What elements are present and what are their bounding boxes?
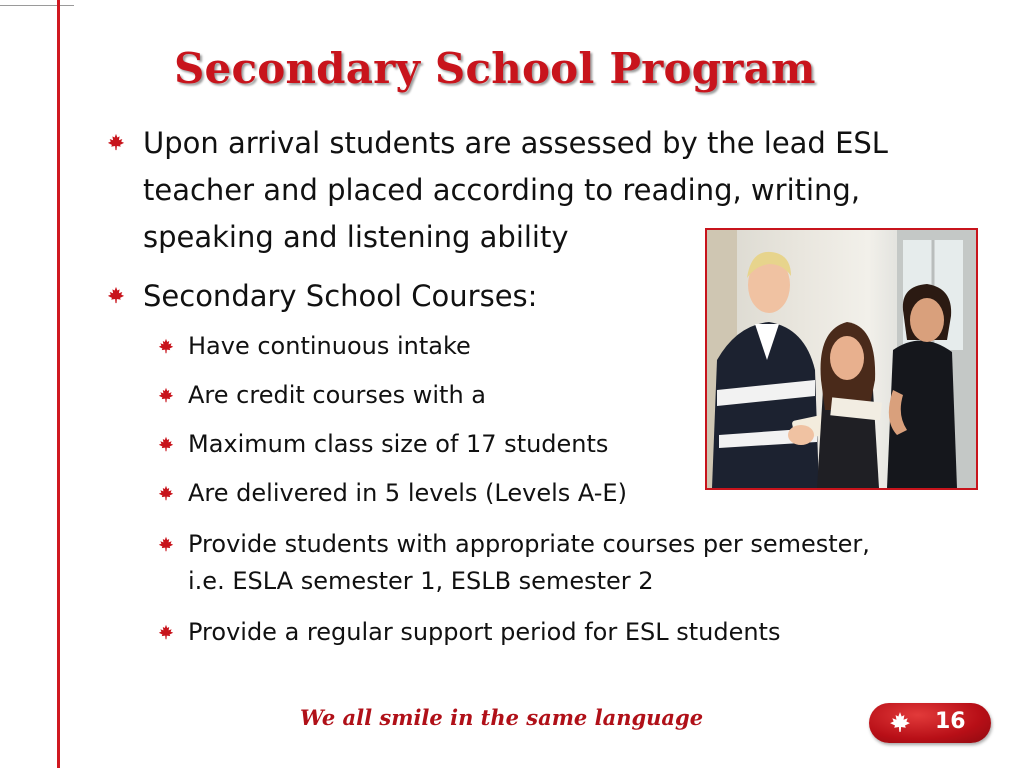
sub-bullet-text: i.e. ESLA semester 1, ESLB semester 2 [188,567,654,595]
maple-leaf-sub-bullet-icon [158,387,174,403]
maple-leaf-icon [889,711,911,737]
sub-bullet-text: Provide a regular support period for ESL students [188,618,781,646]
bullet-text-line: Secondary School Courses: [143,279,538,313]
slide-title: Secondary School Program [174,44,816,93]
maple-leaf-bullet-icon [107,286,125,304]
maple-leaf-sub-bullet-icon [158,624,174,640]
bullet-text-line: speaking and listening ability [143,220,569,254]
page-number-badge [869,703,991,743]
corner-mark [0,0,74,6]
maple-leaf-sub-bullet-icon [158,485,174,501]
students-photo [705,228,978,490]
sub-bullet-text: Maximum class size of 17 students [188,430,609,458]
margin-line [57,0,60,768]
sub-bullet-text: Are credit courses with a [188,381,487,409]
page-number: 16 [935,709,966,734]
maple-leaf-bullet-icon [107,133,125,151]
maple-leaf-sub-bullet-icon [158,338,174,354]
sub-bullet-text: Have continuous intake [188,332,471,360]
footer-slogan: We all smile in the same language [300,705,704,730]
maple-leaf-sub-bullet-icon [158,536,174,552]
bullet-text-line: teacher and placed according to reading, writing, [143,173,861,207]
bullet-text-line: Upon arrival students are assessed by the lead ESL [143,126,888,160]
sub-bullet-text: Are delivered in 5 levels (Levels A-E) [188,479,627,507]
maple-leaf-sub-bullet-icon [158,436,174,452]
sub-bullet-text: Provide students with appropriate courses per semester, [188,530,870,558]
